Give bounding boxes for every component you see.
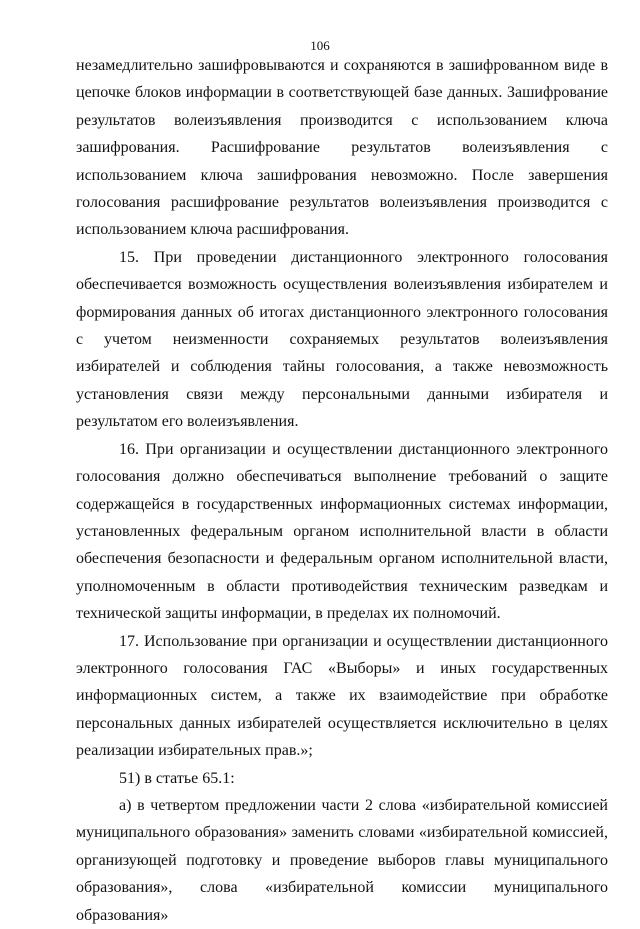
paragraph-subitem-a: а) в четвертом предложении части 2 слова «избирательной комиссией муниципального образования» заменить словами «избирательной комиссией, организующей подготовку и проведение выборов главы муниципального образования», слова «избирательной комиссии муниципального образования» bbox=[76, 796, 608, 924]
paragraph-item-17: 17. Использование при организации и осуществлении дистанционного электронного голосования ГАС «Выборы» и иных государственных информационных систем, а также их взаимодействие при обработке персональных данных избирателей осуществляется исключительно в целях реализации избирательных прав.»; bbox=[76, 632, 608, 760]
page-number: 106 bbox=[310, 38, 330, 53]
paragraph-item-51: 51) в статье 65.1: bbox=[119, 769, 235, 787]
paragraph-item-16: 16. При организации и осуществлении дистанционного электронного голосования должно обеспечиваться выполнение требований о защите содержащейся в государственных информационных системах информации, установленных федеральным органом исполнительной власти в области обеспечения безопасности и федеральным органом исполнительной власти, уполномоченным в области противодействия техническим разведкам и технической защиты информации, в пределах их полномочий. bbox=[76, 440, 608, 623]
paragraph-continuation: незамедлительно зашифровываются и сохраняются в зашифрованном виде в цепочке блоков информации в соответствующей базе данных. Зашифрование результатов волеизъявления производится с использованием ключа зашифрования. Расшифрование результатов волеизъявления с использованием ключа зашифрования невозможно. После завершения голосования расшифрование результатов волеизъявления производится с использованием ключа расшифрования. bbox=[76, 57, 608, 239]
paragraph-item-15: 15. При проведении дистанционного электронного голосования обеспечивается возможность осуществления волеизъявления избирателем и формирования данных об итогах дистанционного электронного голосования с учетом неизменности сохраняемых результатов волеизъявления избирателей и соблюдения тайны голосования, а также невозможность установления связи между персональными данными избирателя и результатом его волеизъявления. bbox=[76, 248, 608, 431]
document-body bbox=[76, 52, 608, 929]
